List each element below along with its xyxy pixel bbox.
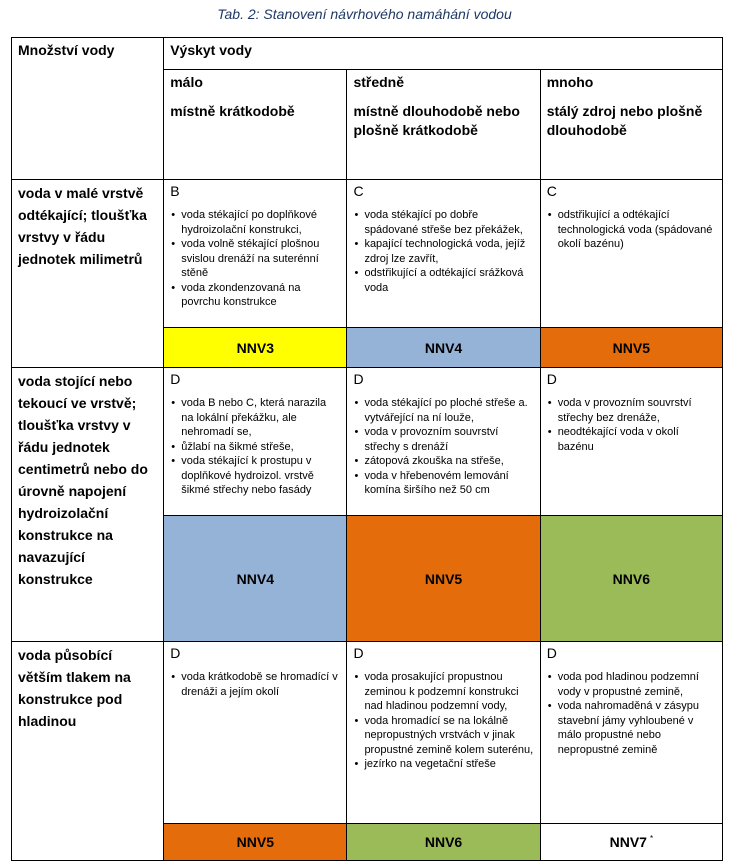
column-description: místně krátkodobě xyxy=(170,103,295,119)
list-item: • voda stékající po ploché střeše a. vytvářející na ní louže, xyxy=(364,396,533,425)
class-letter: D xyxy=(353,645,364,661)
row-label: voda stojící nebo tekoucí ve vrstvě; tloušťka vrstvy v řádu jednotek centimetrů nebo do úrovně napojení hydroizolační konstrukce na navazující konstrukce xyxy=(12,368,164,642)
column-level: mnoho xyxy=(546,74,594,90)
column-level: málo xyxy=(170,74,203,90)
nnv-badge: NNV5 xyxy=(164,824,347,861)
column-header-much xyxy=(540,70,722,180)
table-caption: Tab. 2: Stanovení návrhového namáhání vodou xyxy=(217,6,512,22)
list-item: • voda v provozním souvrství střechy s drenáží xyxy=(364,425,533,454)
class-letter: D xyxy=(546,645,557,661)
list-item: • voda nahromaděná v zásypu stavební jámy vyhloubené v málo propustné nebo nepropustné zemině xyxy=(558,699,716,757)
list-item: • voda krátkodobě se hromadící v drenáži a jejím okolí xyxy=(181,670,340,699)
column-header-little xyxy=(164,70,347,180)
cell-list xyxy=(170,396,340,498)
table-cell xyxy=(347,642,540,824)
row-label: voda v malé vrstvě odtékající; tloušťka vrstvy v řádu jednotek milimetrů xyxy=(12,180,164,368)
footnote-mark: * xyxy=(649,834,654,844)
list-item: • neodtékající voda v okolí bazénu xyxy=(558,425,716,454)
column-header-medium xyxy=(347,70,540,180)
list-item: • zátopová zkouška na střeše, xyxy=(364,454,533,469)
nnv-badge: NNV4 xyxy=(347,328,540,368)
cell-list xyxy=(353,208,533,295)
list-item: • voda volně stékající plošnou svislou drenáží na suterénní stěně xyxy=(181,237,340,281)
list-item: • voda B nebo C, která narazila na lokální překážku, ale nehromadí se, xyxy=(181,396,340,440)
list-item: • voda stékající po doplňkové hydroizolační konstrukci, xyxy=(181,208,340,237)
table-cell xyxy=(540,368,722,516)
list-item: • voda pod hladinou podzemní vody v propustné zemině, xyxy=(558,670,716,699)
list-item: • voda zkondenzovaná na povrchu konstrukce xyxy=(181,281,340,310)
table-cell xyxy=(164,642,347,824)
cell-list xyxy=(547,396,716,454)
list-item: • odstřikující a odtékající srážková voda xyxy=(364,266,533,295)
table-cell xyxy=(164,368,347,516)
nnv-badge: NNV4 xyxy=(164,516,347,642)
list-item: • ůžlabí na šikmé střeše, xyxy=(181,440,340,455)
list-item: • voda prosakující propustnou zeminou k podzemní konstrukci nad hladinou podzemní vody, xyxy=(364,670,533,714)
cell-list xyxy=(547,208,716,252)
class-letter: D xyxy=(170,645,181,661)
row-label: voda působící větším tlakem na konstrukce pod hladinou xyxy=(12,642,164,861)
column-description: místně dlouhodobě nebo plošně krátkodobě xyxy=(353,103,520,138)
table-cell xyxy=(164,180,347,328)
list-item: • voda stékající k prostupu v doplňkové hydroizol. vrstvě šikmé střechy nebo fasády xyxy=(181,454,340,498)
cell-list xyxy=(547,670,716,757)
table-cell xyxy=(540,180,722,328)
column-level: středně xyxy=(353,74,405,90)
list-item: • voda v hřebenovém lemování komína širšího než 50 cm xyxy=(364,469,533,498)
nnv-badge: NNV5 xyxy=(540,328,722,368)
class-letter: C xyxy=(546,183,557,199)
list-item: • voda v provozním souvrství střechy bez drenáže, xyxy=(558,396,716,425)
list-item: • voda hromadící se na lokálně nepropustných vrstvách v jinak propustné zemině kolem suterénu, xyxy=(364,714,533,758)
cell-list xyxy=(170,670,340,699)
nnv-badge: NNV5 xyxy=(347,516,540,642)
table-cell xyxy=(540,642,722,824)
nnv-badge: NNV3 xyxy=(164,328,347,368)
table-cell xyxy=(347,180,540,328)
column-description: stálý zdroj nebo plošně dlouhodobě xyxy=(546,103,703,138)
class-letter: D xyxy=(170,371,181,387)
class-letter: D xyxy=(546,371,557,387)
class-letter: D xyxy=(353,371,364,387)
nnv-label: NNV7 xyxy=(609,834,647,850)
list-item: • voda stékající po dobře spádované střeše bez překážek, xyxy=(364,208,533,237)
class-letter: C xyxy=(353,183,364,199)
list-item: • odstřikující a odtékající technologická voda (spádované okolí bazénu) xyxy=(558,208,716,252)
list-item: • jezírko na vegetační střeše xyxy=(364,757,533,772)
corner-header: Množství vody xyxy=(12,38,164,180)
list-item: • kapající technologická voda, jejíž zdroj lze zavřít, xyxy=(364,237,533,266)
water-stress-table xyxy=(11,37,723,861)
class-letter: B xyxy=(170,183,180,199)
nnv7-badge xyxy=(540,824,722,861)
cell-list xyxy=(353,670,533,772)
table-cell xyxy=(347,368,540,516)
nnv-badge: NNV6 xyxy=(540,516,722,642)
occurrence-header: Výskyt vody xyxy=(164,38,723,70)
cell-list xyxy=(353,396,533,498)
cell-list xyxy=(170,208,340,310)
nnv-badge: NNV6 xyxy=(347,824,540,861)
